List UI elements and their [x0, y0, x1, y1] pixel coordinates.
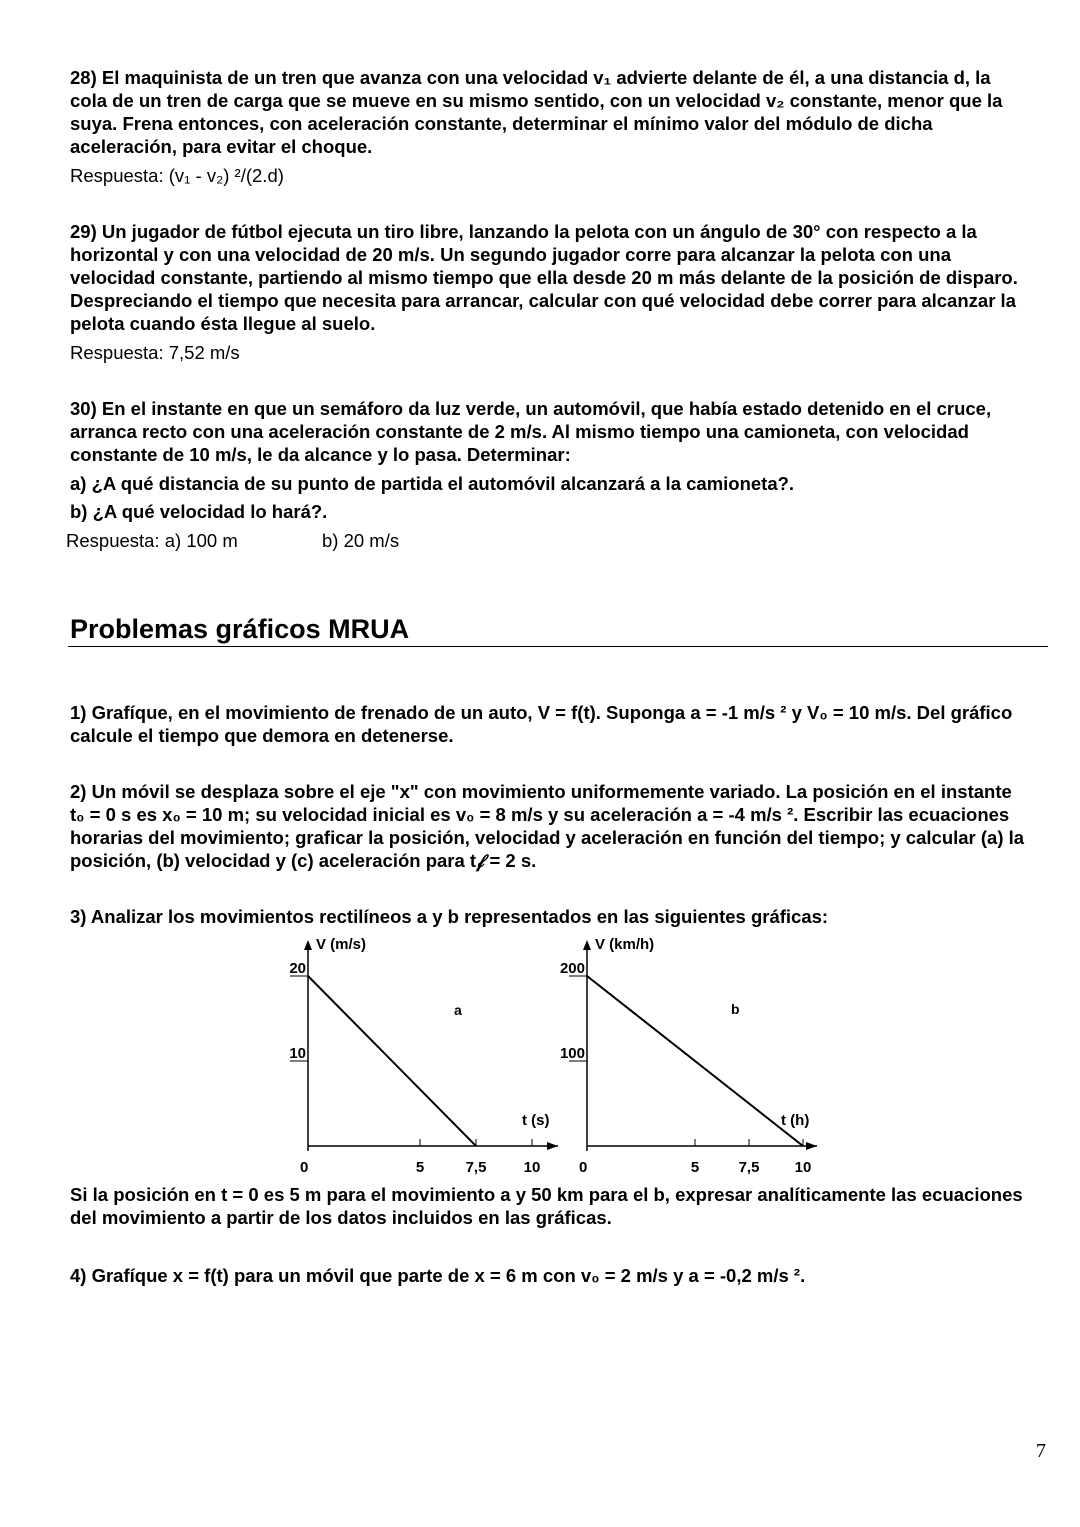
series-label: a [454, 1002, 462, 1018]
y-tick-label: 10 [289, 1045, 306, 1062]
x-tick-label: 5 [415, 1159, 425, 1176]
y-tick-label: 100 [559, 1045, 585, 1062]
x-tick-label: 10 [523, 1159, 541, 1176]
page-number: 7 [1036, 1440, 1046, 1462]
velocity-time-charts [0, 926, 1080, 1184]
section-title: Problemas gráficos MRUA [70, 614, 410, 644]
problem-30-text: 30) En el instante en que un semáforo da luz verde, un automóvil, que había estado detenido en el cruce, arranca recto con una aceleración constante de 2 m/s. Al mismo tiempo una camioneta, con velocidad constante de 10 m/s, le da alcance y lo pasa. Determinar: [70, 398, 992, 465]
series-line [308, 976, 476, 1146]
problem-29-text: 29) Un jugador de fútbol ejecuta un tiro libre, lanzando la pelota con un ángulo de 30° con respecto a la horizontal y con una velocidad de 20 m/s. Un segundo jugador corre para alcanzar la pelota con una velocidad constante, partiendo al mismo tiempo que ella desde 20 m más delante de la posición de disparo. Despreciando el tiempo que necesita para arrancar, calcular con qué velocidad debe correr para alcanzar la pelota cuando ésta llegue al suelo. [70, 221, 1018, 334]
y-tick-label: 20 [289, 960, 306, 977]
problem-28-text: 28) El maquinista de un tren que avanza con una velocidad v₁ advierte delante de él, a una distancia d, la cola de un tren de carga que se mueve en su mismo sentido, con un velocidad v₂ constante, menor que la suya. Frena entonces, con aceleración constante, determinar el mínimo valor del módulo de dicha aceleración, para evitar el choque. [70, 67, 1003, 157]
problem-30-answer-a: Respuesta: a) 100 m [66, 530, 238, 551]
graphic-problem-2: 2) Un móvil se desplaza sobre el eje "x" con movimiento uniformemente variado. La posición en el instante t₀ = 0 s es x₀ = 10 m; su velocidad inicial es v₀ = 8 m/s y su aceleración a = -4 m/s ². Escribir las ecuaciones horarias del movimiento; graficar la posición, velocidad y aceleración en función del tiempo; y calcular (a) la posición, (b) velocidad y (c) aceleración para t𝒻 = 2 s. [70, 781, 1025, 871]
problem-30-answer-b: b) 20 m/s [322, 530, 400, 551]
section-divider [68, 646, 1048, 647]
x-tick-label: 7,5 [465, 1159, 487, 1176]
y-axis-title: V (km/h) [595, 936, 655, 953]
graphic-problem-3-question: Si la posición en t = 0 es 5 m para el movimiento a y 50 km para el b, expresar analíticamente las ecuaciones del movimiento a partir de los datos incluidos en las gráficas. [70, 1184, 1023, 1228]
x-tick-label: 5 [690, 1159, 700, 1176]
y-axis-arrow [583, 940, 591, 950]
origin-label: 0 [579, 1159, 588, 1176]
problem-28-answer: Respuesta: (v₁ - v₂) ²/(2.d) [70, 165, 284, 186]
graphic-problem-1: 1) Grafíque, en el movimiento de frenado de un auto, V = f(t). Suponga a = -1 m/s ² y V₀ = 10 m/s. Del gráfico calcule el tiempo que demora en detenerse. [70, 702, 1013, 746]
y-tick-label: 200 [559, 960, 585, 977]
x-tick-label: 7,5 [738, 1159, 760, 1176]
x-axis-title: t (h) [781, 1112, 810, 1129]
problem-30-item-b: b) ¿A qué velocidad lo hará?. [70, 501, 328, 522]
graphic-problem-4: 4) Grafíque x = f(t) para un móvil que parte de x = 6 m con v₀ = 2 m/s y a = -0,2 m/s ². [70, 1265, 806, 1286]
origin-label: 0 [300, 1159, 309, 1176]
problem-30-item-a: a) ¿A qué distancia de su punto de partida el automóvil alcanzará a la camioneta?. [70, 473, 795, 494]
x-axis-arrow [806, 1142, 817, 1150]
x-tick-label: 10 [794, 1159, 812, 1176]
problem-29-answer: Respuesta: 7,52 m/s [70, 342, 240, 363]
graphic-problem-3: 3) Analizar los movimientos rectilíneos a y b representados en las siguientes gráficas: [70, 906, 829, 927]
chart-a [289, 936, 558, 1176]
x-axis-arrow [547, 1142, 558, 1150]
series-line [587, 976, 803, 1146]
y-axis-title: V (m/s) [316, 936, 367, 953]
series-label: b [731, 1001, 740, 1017]
chart-b [560, 936, 817, 1176]
y-axis-arrow [304, 940, 312, 950]
x-axis-title: t (s) [522, 1112, 550, 1129]
